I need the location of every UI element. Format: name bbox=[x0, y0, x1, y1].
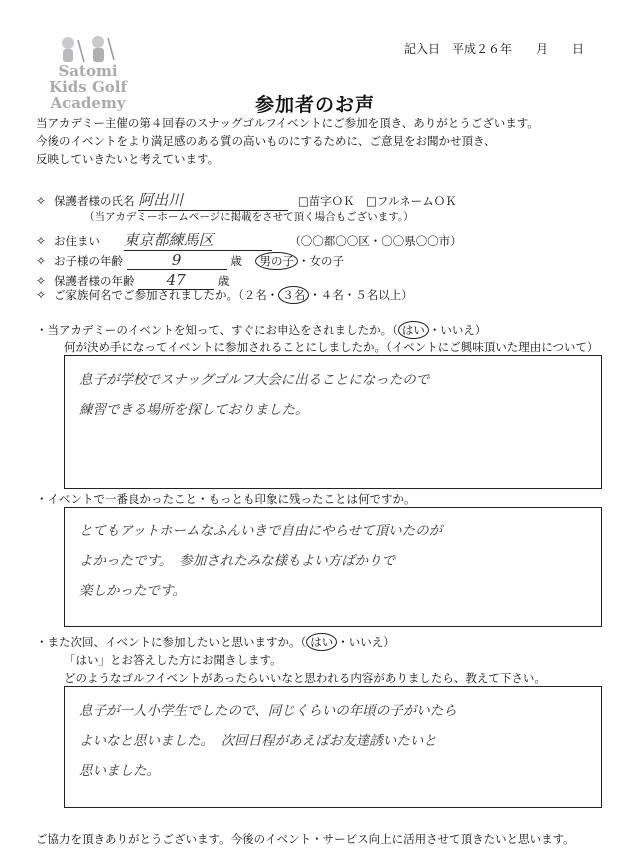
q3-answer-line: よいなと思いました。 次回日程があえばお友達誘いたいと bbox=[79, 733, 437, 749]
q1-question: ・当アカデミーのイベントを知って、すぐにお申込をされましたか。 bbox=[36, 323, 393, 337]
guardian-name-row bbox=[36, 189, 457, 211]
q2-answer-line: 楽しかったです。 bbox=[79, 583, 186, 599]
intro-text bbox=[36, 114, 596, 168]
age-unit: 歳 bbox=[230, 254, 242, 268]
q2-answer-line: よかったです。 参加されたみな様もよい方ばかりで bbox=[79, 553, 396, 569]
q3-question: ・また次回、イベントに参加したいと思いますか。 bbox=[36, 635, 301, 649]
family-label: ご家族何名でご参加されましたか。（２名・ bbox=[54, 288, 279, 302]
q1-question-row bbox=[36, 321, 486, 339]
diamond-bullet-icon: ✧ bbox=[36, 274, 47, 288]
q2-answer-box[interactable] bbox=[64, 507, 602, 627]
intro-line: 反映していきたいと考えています。 bbox=[36, 152, 220, 166]
gender-rest[interactable]: ・女の子 bbox=[297, 254, 344, 268]
address-example: （〇〇都〇〇区・〇〇県〇〇市） bbox=[289, 234, 462, 248]
q1-answer-line: 練習できる場所を探しておりました。 bbox=[79, 402, 309, 418]
q1-answer-line: 息子が学校でスナッグゴルフ大会に出ることになったので bbox=[79, 372, 430, 388]
q3-answer-line: 息子が一人小学生でしたので、同じくらいの年頃の子がいたら bbox=[79, 703, 457, 719]
logo-line-3: Academy bbox=[50, 94, 126, 112]
q3-answer-line: 思いました。 bbox=[79, 763, 160, 779]
q3-no-option[interactable]: ・いいえ） bbox=[337, 635, 395, 649]
intro-line: 当アカデミー主催の第４回春のスナッグゴルフイベントにご参加を頂き、ありがとうございます。 bbox=[36, 116, 539, 130]
family-rest[interactable]: ・４名・５名以上） bbox=[309, 288, 413, 302]
footer-thanks: ご協力を頂きありがとうございます。今後のイベント・サービス向上に活用させて頂きたいと思います。 bbox=[36, 832, 575, 846]
diamond-bullet-icon: ✧ bbox=[36, 234, 47, 248]
q3-yes-selected[interactable]: はい bbox=[306, 633, 337, 651]
q1-yes-selected[interactable]: はい bbox=[398, 321, 429, 339]
q1-no-option[interactable]: ・いいえ） bbox=[428, 323, 487, 337]
parent-age-label: 保護者様の年齢 bbox=[54, 274, 135, 288]
child-age-row bbox=[36, 251, 344, 270]
address-value[interactable]: 東京都練馬区 bbox=[124, 229, 272, 251]
q1-answer-box[interactable] bbox=[64, 355, 602, 489]
guardian-name-value[interactable]: 阿出川 bbox=[138, 189, 288, 211]
guardian-label: 保護者様の氏名 bbox=[54, 194, 135, 208]
address-row bbox=[36, 229, 462, 251]
family-row bbox=[36, 286, 413, 304]
q1-open-paren: （ bbox=[392, 323, 398, 337]
q3-question-row bbox=[36, 633, 395, 651]
golf-kids-logo-icon bbox=[52, 34, 122, 64]
child-age-value[interactable]: 9 bbox=[127, 251, 227, 270]
age-unit: 歳 bbox=[217, 274, 230, 288]
family-selected[interactable]: ３名 bbox=[278, 286, 309, 304]
q2-answer-line: とてもアットホームなふんいきで自由にやらせて頂いたのが bbox=[79, 523, 443, 539]
gender-selected[interactable]: 男の子 bbox=[255, 252, 298, 270]
diamond-bullet-icon: ✧ bbox=[36, 254, 47, 268]
q3-open-paren: （ bbox=[300, 635, 307, 649]
page-title: 参加者のお声 bbox=[254, 94, 375, 116]
q1-followup: 何が決め手になってイベントに参加されることにしましたか。（イベントにご興味頂いた理由について） bbox=[64, 340, 599, 354]
intro-line: 今後のイベントをより満足感のある質の高いものにするために、ご意見をお聞かせ頂き、 bbox=[36, 134, 496, 148]
q3-sub-question-2: どのようなゴルフイベントがあったらいいなと思われる内容がありましたら、教えて下さい。 bbox=[64, 671, 546, 685]
q3-sub-question-1: 「はい」とお答えした方にお聞きします。 bbox=[64, 653, 282, 667]
diamond-bullet-icon: ✧ bbox=[36, 194, 47, 208]
entry-date: 記入日 平成２６年 月 日 bbox=[404, 42, 585, 56]
parent-age-value[interactable]: 47 bbox=[138, 271, 214, 290]
guardian-name-options[interactable]: □苗字ＯＫ □フルネームＯＫ bbox=[297, 194, 457, 208]
logo-line-1: Satomi bbox=[58, 62, 118, 80]
child-age-label: お子様の年齢 bbox=[54, 254, 123, 268]
diamond-bullet-icon: ✧ bbox=[36, 288, 47, 302]
q2-question: ・イベントで一番良かったこと・もっとも印象に残ったことは何ですか。 bbox=[36, 492, 416, 506]
q3-answer-box[interactable] bbox=[64, 686, 602, 808]
logo-line-2: Kids Golf bbox=[49, 78, 127, 96]
address-label: お住まい bbox=[54, 234, 100, 248]
guardian-note: （当アカデミーホームページに掲載をさせて頂く場合もございます。） bbox=[84, 211, 414, 223]
